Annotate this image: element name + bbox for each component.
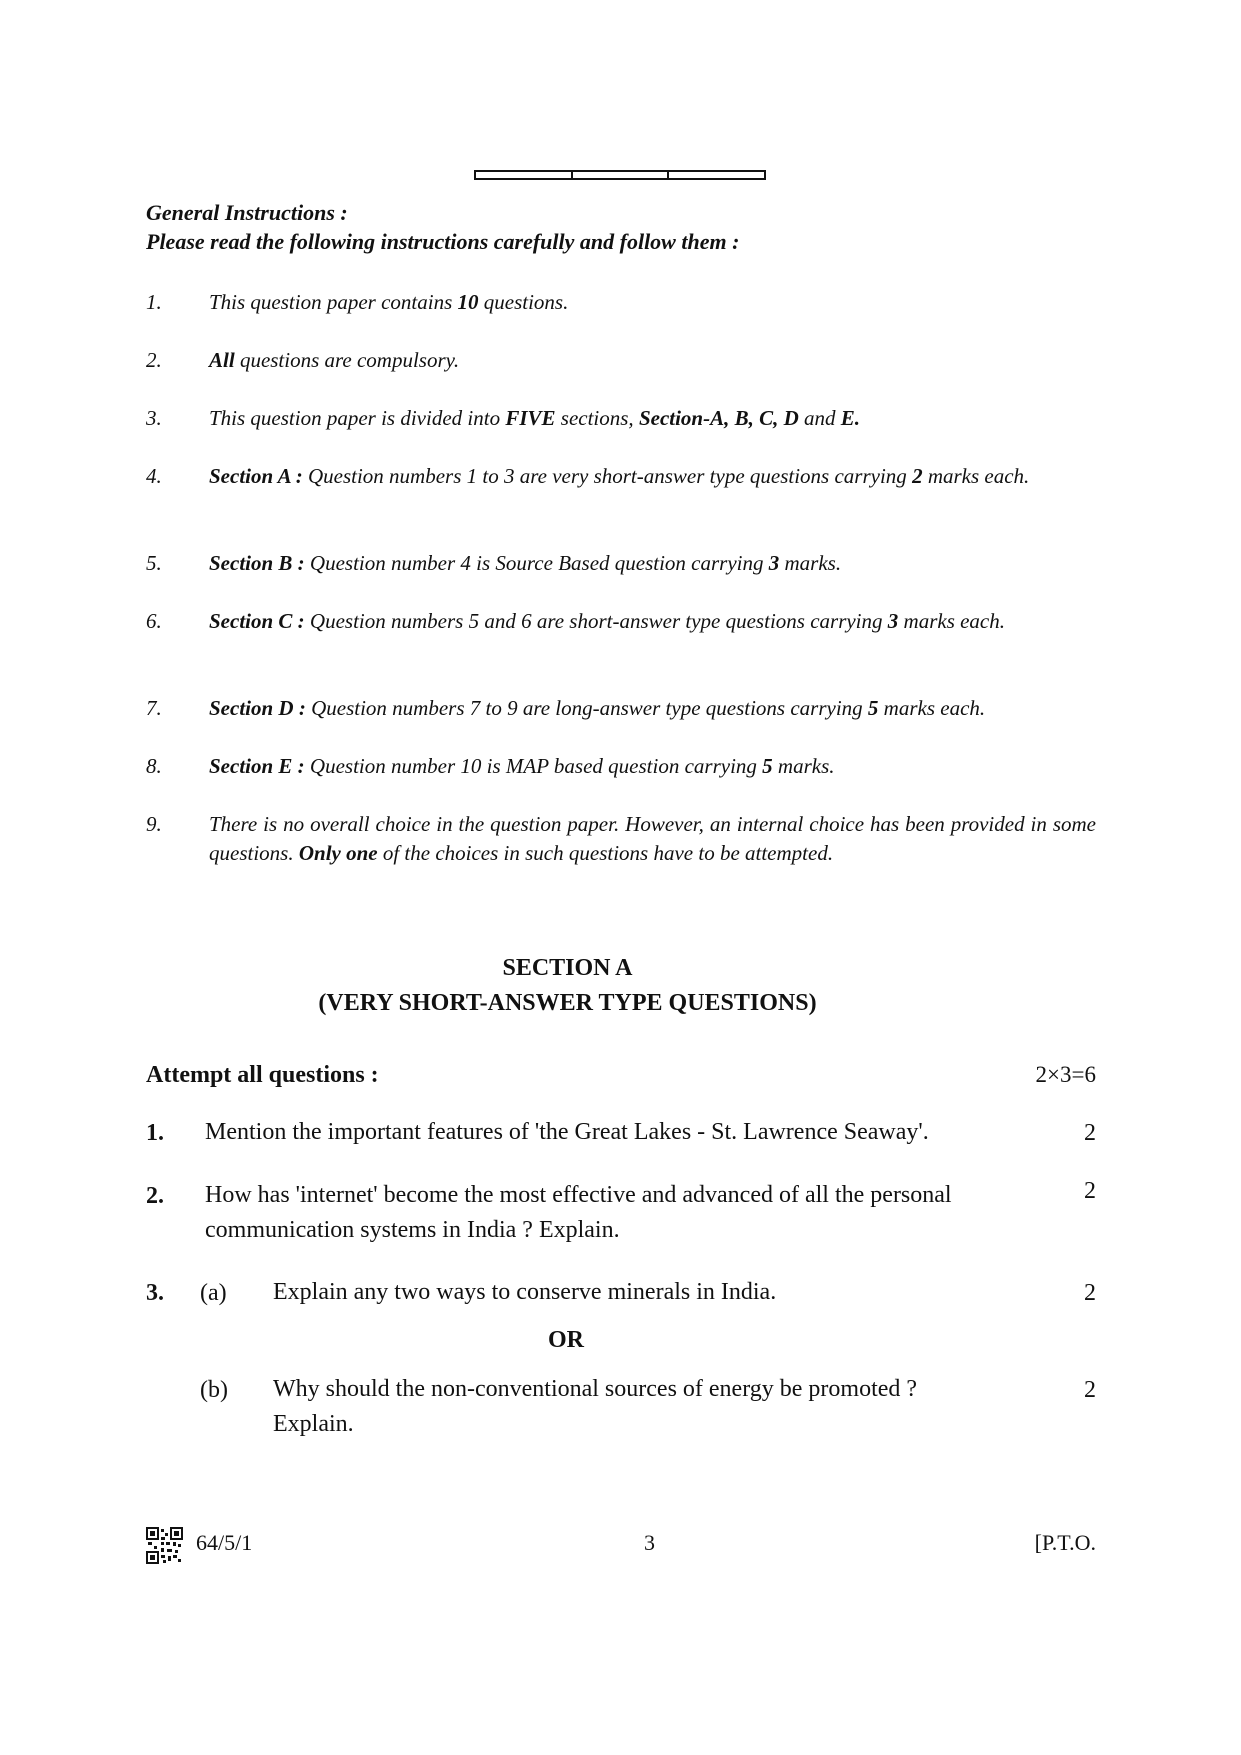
roll-number-boxes	[474, 170, 766, 180]
text-run: Question numbers 7 to 9 are long-answer type questions carrying	[305, 696, 868, 720]
text-run: marks each.	[898, 609, 1006, 633]
general-instructions-heading: General Instructions :	[146, 200, 348, 225]
instruction-text	[209, 607, 1096, 636]
read-instructions-note: Please read the following instructions carefully and follow them :	[146, 229, 740, 254]
instruction-text	[209, 288, 1096, 317]
question-marks: 2	[1084, 1178, 1096, 1204]
attempt-all-label: Attempt all questions :	[146, 1062, 379, 1088]
emphasis-text: Section D :	[209, 696, 306, 720]
emphasis-text: All	[209, 348, 235, 372]
instruction-text	[209, 694, 1096, 723]
text-run: Question number 4 is Source Based question carrying	[304, 551, 769, 575]
question-text: Mention the important features of 'the Great Lakes - St. Lawrence Seaway'.	[205, 1119, 929, 1145]
instruction-text	[209, 404, 1096, 433]
question-marks: 2	[1084, 1377, 1096, 1403]
section-total-marks: 2×3=6	[1035, 1062, 1096, 1087]
text-run: questions are compulsory.	[234, 348, 460, 372]
emphasis-text: 2	[912, 464, 923, 488]
sub-question-label: (b)	[200, 1377, 228, 1403]
text-run: This question paper is divided into	[209, 406, 506, 430]
instruction-number: 7.	[146, 696, 162, 720]
emphasis-text: Section C :	[209, 609, 305, 633]
sub-question-text: Why should the non-conventional sources of energy be promoted ? Explain.	[273, 1376, 918, 1437]
instruction-number: 1.	[146, 290, 162, 314]
text-run: Question numbers 5 and 6 are short-answer type questions carrying	[304, 609, 888, 633]
text-run: marks each.	[922, 464, 1030, 488]
instruction-text	[209, 462, 1096, 491]
text-run: and	[798, 406, 841, 430]
text-run: sections,	[555, 406, 639, 430]
roll-number-box	[573, 172, 670, 178]
question-marks: 2	[1084, 1280, 1096, 1306]
instruction-number: 4.	[146, 464, 162, 488]
emphasis-text: Only one	[298, 841, 378, 865]
emphasis-text: 5	[762, 754, 773, 778]
emphasis-text: 5	[867, 696, 879, 720]
question-number: 2.	[146, 1183, 164, 1209]
text-run: marks.	[772, 754, 835, 778]
emphasis-text: 3	[768, 551, 780, 575]
text-run: This question paper contains	[209, 290, 458, 314]
question-number: 1.	[146, 1120, 164, 1146]
emphasis-text: 3	[887, 609, 899, 633]
instruction-number: 5.	[146, 551, 162, 575]
sub-question-text: Explain any two ways to conserve minerals in India.	[273, 1279, 777, 1305]
instruction-number: 6.	[146, 609, 162, 633]
please-turn-over: [P.T.O.	[1034, 1530, 1096, 1555]
instruction-text	[209, 549, 1096, 578]
emphasis-text: Section A :	[209, 464, 303, 488]
paper-code: 64/5/1	[196, 1530, 253, 1555]
instruction-number: 9.	[146, 812, 162, 836]
text-run: of the choices in such questions have to be attempted.	[377, 841, 834, 865]
question-number: 3.	[146, 1280, 164, 1306]
section-subtitle: (VERY SHORT-ANSWER TYPE QUESTIONS)	[318, 990, 817, 1016]
emphasis-text: 10	[457, 290, 479, 314]
section-title: SECTION A	[502, 955, 633, 981]
text-run: Question number 10 is MAP based question carrying	[304, 754, 763, 778]
or-separator: OR	[548, 1327, 584, 1353]
text-run: questions.	[478, 290, 569, 314]
page-number: 3	[644, 1530, 655, 1555]
emphasis-text: Section B :	[209, 551, 305, 575]
text-run: marks each.	[878, 696, 986, 720]
question-marks: 2	[1084, 1120, 1096, 1146]
instruction-text	[209, 752, 1096, 781]
qr-code-icon	[146, 1527, 183, 1564]
instruction-number: 8.	[146, 754, 162, 778]
emphasis-text: Section E :	[209, 754, 305, 778]
emphasis-text: Section-A, B, C, D	[638, 406, 799, 430]
question-text: How has 'internet' become the most effective and advanced of all the personal communication systems in India ? Explain.	[205, 1182, 952, 1243]
instruction-text	[209, 810, 1096, 868]
text-run: There is no overall choice in the question paper. However, an internal choice has been provided in some questions.	[209, 812, 1096, 865]
text-run: marks.	[779, 551, 842, 575]
emphasis-text: FIVE	[505, 406, 556, 430]
instruction-number: 2.	[146, 348, 162, 372]
instruction-text	[209, 346, 1096, 375]
roll-number-box	[669, 172, 764, 178]
text-run: Question numbers 1 to 3 are very short-answer type questions carrying	[302, 464, 913, 488]
roll-number-box	[476, 172, 573, 178]
sub-question-label: (a)	[200, 1280, 227, 1306]
emphasis-text: E.	[840, 406, 861, 430]
instruction-number: 3.	[146, 406, 162, 430]
